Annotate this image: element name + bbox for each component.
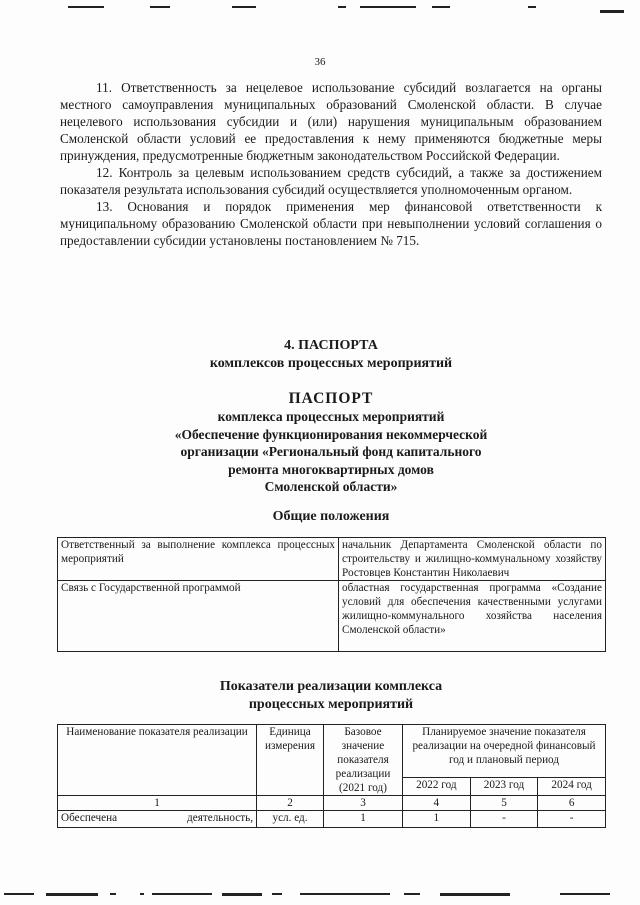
general-table	[57, 537, 606, 652]
indicators-title: Показатели реализации комплекса	[219, 679, 443, 694]
general-value: областная государственная программа «Создание условий для обеспечения качественными услугами жилищно-коммунального хозяйства населения Смоленской области»	[339, 581, 606, 652]
scan-artifact-top	[0, 6, 640, 10]
header-year: 2022 год	[403, 777, 471, 795]
column-number: 2	[257, 796, 324, 811]
column-number: 5	[470, 796, 538, 811]
header-year: 2023 год	[470, 777, 538, 795]
paragraph-13: 13. Основания и порядок применения мер финансовой ответственности к муниципальному образованию Смоленской области при невыполнении условий соглашения о предоставлении субсидии установлены постановлением № 715.	[60, 199, 602, 248]
general-heading: Общие положения	[272, 509, 390, 524]
indicator-base: 1	[324, 811, 403, 828]
table-row	[58, 581, 606, 652]
indicator-name: Обеспечена деятельность,	[58, 811, 257, 828]
indicators-heading	[60, 678, 602, 714]
column-number: 6	[538, 796, 606, 811]
passport-line: «Обеспечение функционирования некоммерческой	[174, 426, 488, 442]
passport-line: организации «Региональный фонд капитального	[180, 444, 482, 459]
indicators-table	[57, 724, 606, 828]
section-title: 4. ПАСПОРТА	[284, 338, 378, 353]
column-number: 1	[58, 796, 257, 811]
header-unit: Единица измерения	[257, 725, 324, 796]
header-name: Наименование показателя реализации	[58, 725, 257, 796]
header-year: 2024 год	[538, 777, 606, 795]
paragraph-11: 11. Ответственность за нецелевое использование субсидий возлагается на органы местного самоуправления муниципальных образований Смоленской области. В случае нецелевого использования субсидии и (или) нарушения муниципальным образованием Смоленской области условий ее предоставления к нему применяются бюджетные меры принуждения, предусмотренные бюджетным законодательством Российской Федерации.	[60, 80, 602, 163]
table-header-row	[58, 725, 606, 778]
header-base: Базовое значение показателя реализации (2021 год)	[324, 725, 403, 796]
section-subtitle: комплексов процессных мероприятий	[209, 356, 453, 371]
table-number-row	[58, 796, 606, 811]
passport-line: комплекса процессных мероприятий	[217, 409, 445, 424]
body-text	[60, 79, 602, 249]
table-row	[58, 811, 606, 828]
column-number: 4	[403, 796, 471, 811]
general-label: Связь с Государственной программой	[58, 581, 339, 652]
indicators-subtitle: процессных мероприятий	[248, 697, 414, 712]
section-heading	[60, 337, 602, 373]
page-number: 36	[314, 56, 326, 68]
general-label: Ответственный за выполнение комплекса процессных мероприятий	[58, 538, 339, 581]
indicator-2023: -	[470, 811, 538, 828]
column-number: 3	[324, 796, 403, 811]
passport-line: Смоленской области»	[264, 479, 398, 494]
indicator-unit: усл. ед.	[257, 811, 324, 828]
paragraph-12: 12. Контроль за целевым использованием средств субсидий, а также за достижением показателя результата использования субсидий осуществляется уполномоченным органом.	[60, 165, 602, 197]
indicator-2022: 1	[403, 811, 471, 828]
passport-heading	[60, 408, 602, 496]
table-row	[58, 538, 606, 581]
passport-line: ремонта многоквартирных домов	[228, 461, 434, 477]
scan-artifact-bottom	[0, 893, 640, 901]
header-planned: Планируемое значение показателя реализации на очередной финансовый год и плановый период	[403, 725, 606, 778]
general-value: начальник Департамента Смоленской области по строительству и жилищно-коммунальному хозяйству Ростовцев Константин Николаевич	[339, 538, 606, 581]
passport-title: ПАСПОРТ	[288, 390, 374, 407]
indicator-2024: -	[538, 811, 606, 828]
